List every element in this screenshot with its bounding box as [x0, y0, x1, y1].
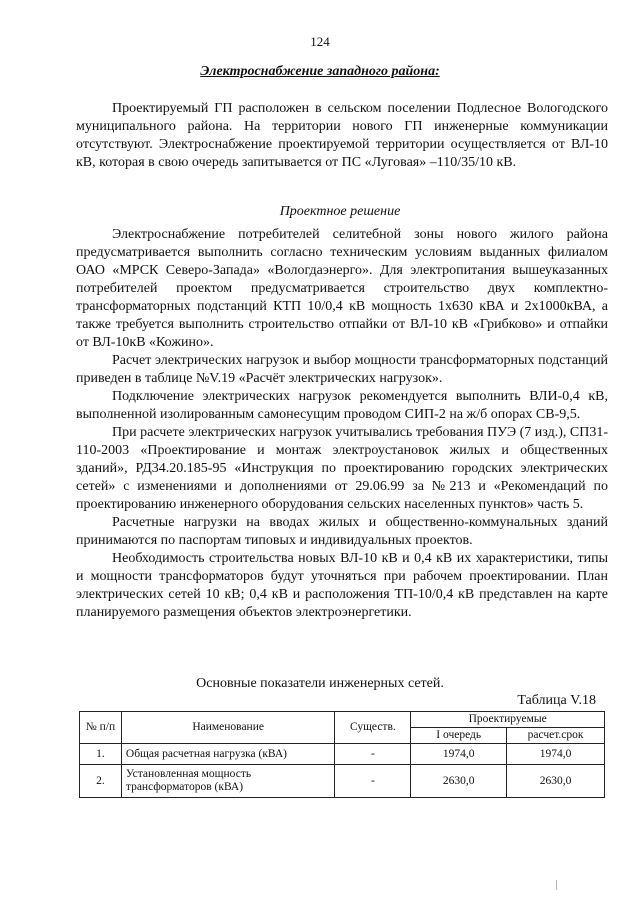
table-caption: Основные показатели инженерных сетей.: [196, 676, 444, 691]
section-title: Электроснабжение западного района:: [200, 64, 440, 79]
table-label: Таблица V.18: [517, 693, 596, 708]
cell-num: 2.: [80, 765, 122, 798]
cell-calc: 2630,0: [507, 765, 605, 798]
paragraph: Расчетные нагрузки на вводах жилых и общественно-коммунальных зданий принимаются по паспортам типовых и индивидуальных проектов.: [76, 515, 608, 548]
cell-stage1: 2630,0: [411, 765, 507, 798]
main-text-block: [76, 226, 608, 622]
paragraph: Подключение электрических нагрузок рекомендуется выполнить ВЛИ-0,4 кВ, выполненной изолированным самонесущим проводом СИП-2 на ж/б опорах СВ-9,5.: [76, 389, 608, 422]
cell-name: Общая расчетная нагрузка (кВА): [121, 744, 335, 765]
intro-paragraph: Проектируемый ГП расположен в сельском поселении Подлесное Вологодского муниципального района. На территории нового ГП инженерные коммуникации отсутствуют. Электроснабжение проектируемой территории осуществляется от ВЛ-10 кВ, которая в свою очередь запитывается от ПС «Луговая» –110/35/10 кВ.: [76, 101, 608, 170]
header-num: № п/п: [80, 712, 122, 744]
header-name: Наименование: [121, 712, 335, 744]
page-number: 124: [310, 34, 330, 49]
scan-artifact: [556, 880, 557, 890]
indicators-table: [79, 711, 605, 798]
table-row: [80, 765, 605, 798]
cell-existing: -: [335, 744, 411, 765]
header-calc: расчет.срок: [507, 728, 605, 744]
paragraph: Расчет электрических нагрузок и выбор мощности трансформаторных подстанций приведен в таблице №V.19 «Расчёт электрических нагрузок».: [76, 353, 608, 386]
paragraph: Электроснабжение потребителей селитебной зоны нового жилого района предусматривается выполнить согласно техническим условиям выданных филиалом ОАО «МРСК Северо-Запада» «Вологдаэнерго». Для электропитания вышеуказанных потребителей проектом предусматривается строительство двух комплектно-трансформаторных подстанций КТП 10/0,4 кВ мощность 1х630 кВА и 2х1000кВА, а также требуется выполнить строительство отпайки от ВЛ-10 кВ «Грибково» и отпайки от ВЛ-10кВ «Кожино».: [76, 227, 608, 350]
header-planned: Проектируемые: [411, 712, 605, 728]
paragraph: Необходимость строительства новых ВЛ-10 кВ и 0,4 кВ их характеристики, типы и мощности трансформаторов будут уточняться при рабочем проектировании. План электрических сетей 10 кВ; 0,4 кВ и расположения ТП-10/0,4 кВ представлен на карте планируемого размещения объектов электроэнергетики.: [76, 551, 608, 620]
table-header-row: [80, 712, 605, 728]
cell-num: 1.: [80, 744, 122, 765]
cell-calc: 1974,0: [507, 744, 605, 765]
cell-name: Установленная мощность трансформаторов (кВА): [121, 765, 335, 798]
table-row: [80, 744, 605, 765]
cell-existing: -: [335, 765, 411, 798]
cell-stage1: 1974,0: [411, 744, 507, 765]
intro-paragraph-block: [76, 100, 608, 172]
header-existing: Существ.: [335, 712, 411, 744]
subtitle: Проектное решение: [279, 204, 401, 219]
paragraph: При расчете электрических нагрузок учитывались требования ПУЭ (7 изд.), СП31-110-2003 «Проектирование и монтаж электроустановок жилых и общественных зданий», РД34.20.185-95 «Инструкция по проектированию городских электрических сетей» с изменениями и дополнениями от 29.06.99 за №213 и «Рекомендаций по проектированию инженерного оборудования сельских населенных пунктов» часть 5.: [76, 425, 608, 512]
header-stage1: I очередь: [411, 728, 507, 744]
